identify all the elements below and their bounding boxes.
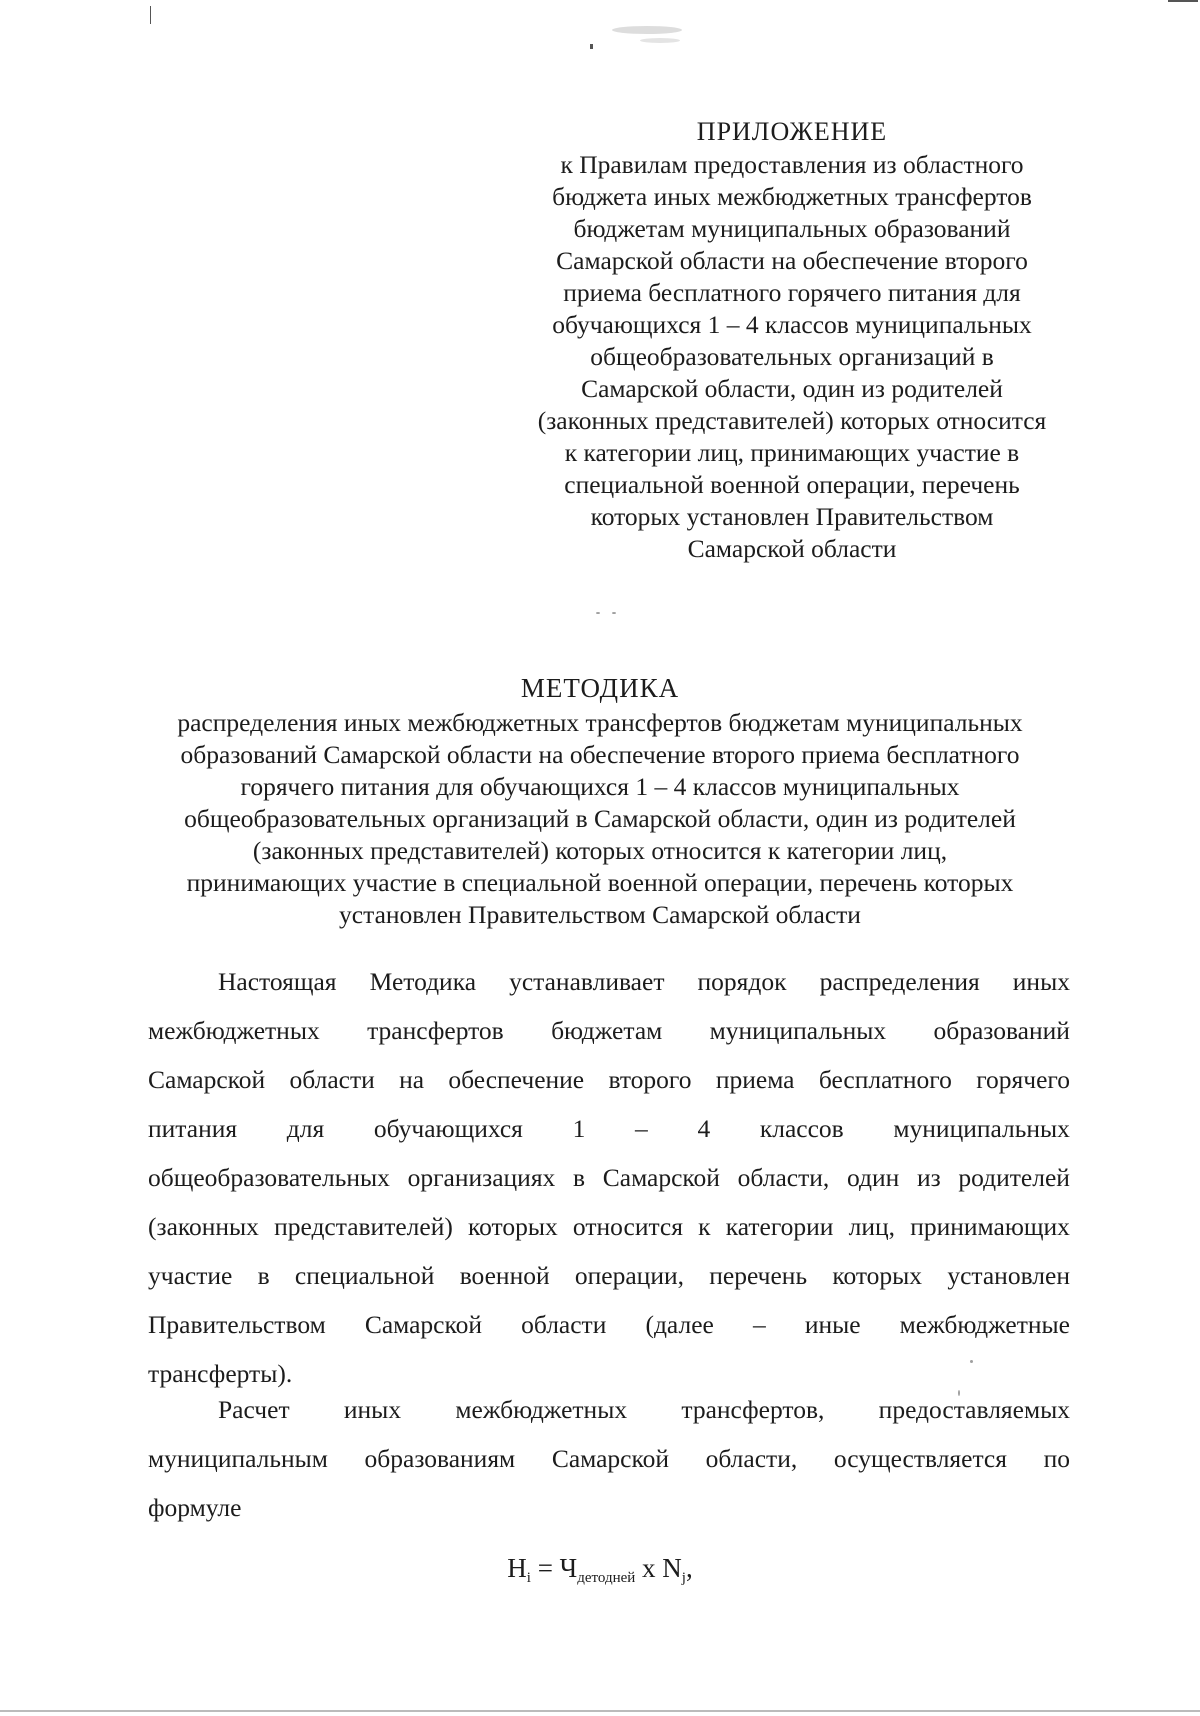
word: муниципальных	[709, 1016, 887, 1045]
word: военной	[459, 1261, 550, 1290]
word: операции,	[574, 1261, 684, 1290]
word: специальной	[294, 1261, 435, 1290]
paragraph-line	[148, 1055, 1070, 1104]
word: порядок	[697, 967, 787, 996]
word: относится	[572, 1212, 683, 1241]
paragraph-line	[148, 1483, 1070, 1532]
formula-times: х	[635, 1553, 663, 1583]
word: муниципальных	[893, 1114, 1070, 1143]
paragraph-intro	[148, 957, 1070, 1398]
appendix-title: ПРИЛОЖЕНИЕ	[696, 117, 888, 146]
word: образованиям	[364, 1444, 516, 1473]
word: Самарской	[602, 1163, 720, 1192]
word: лиц,	[848, 1212, 896, 1241]
methodology-line: установлен Правительством Самарской области	[339, 900, 861, 929]
appendix-line: к категории лиц, принимающих участие в	[564, 438, 1020, 467]
scan-artifact	[612, 612, 616, 614]
methodology-line: принимающих участие в специальной военной операции, перечень которых	[186, 868, 1014, 897]
paragraph-line	[148, 1202, 1070, 1251]
word: питания	[148, 1114, 238, 1143]
word: общеобразовательных	[148, 1163, 390, 1192]
paragraph-calculation	[148, 1385, 1070, 1532]
word: которых	[832, 1261, 923, 1290]
appendix-line: бюджета иных межбюджетных трансфертов	[552, 182, 1032, 211]
word: участие	[148, 1261, 233, 1290]
scan-artifact	[150, 6, 151, 24]
word: иных	[1012, 967, 1070, 996]
scan-artifact	[1168, 0, 1198, 2]
word: горячего	[976, 1065, 1070, 1094]
word: Самарской	[551, 1444, 669, 1473]
word: Самарской	[364, 1310, 482, 1339]
formula	[0, 1548, 1200, 1598]
word: Правительством	[148, 1310, 326, 1339]
word: 1	[572, 1114, 586, 1143]
word: бюджетам	[551, 1016, 663, 1045]
appendix-line: к Правилам предоставления из областного	[560, 150, 1024, 179]
methodology-line: образований Самарской области на обеспечение второго приема бесплатного	[180, 740, 1020, 769]
methodology-line: горячего питания для обучающихся 1 – 4 классов муниципальных	[240, 772, 960, 801]
paragraph-line	[148, 1104, 1070, 1153]
word: Самарской	[148, 1065, 266, 1094]
formula-lhs: Н	[507, 1553, 527, 1583]
scan-artifact	[0, 1710, 1200, 1712]
methodology-line: общеобразовательных организаций в Самарской области, один из родителей	[184, 804, 1016, 833]
word: обеспечение	[448, 1065, 585, 1094]
scan-artifact	[590, 44, 593, 49]
word: формуле	[148, 1493, 242, 1522]
formula-factor-1: Ч	[559, 1553, 578, 1583]
word: перечень	[709, 1261, 808, 1290]
paragraph-line	[148, 1153, 1070, 1202]
paragraph-line	[148, 1300, 1070, 1349]
word: области	[289, 1065, 375, 1094]
word: представителей)	[274, 1212, 453, 1241]
formula-equals: =	[530, 1553, 560, 1583]
word: межбюджетные	[899, 1310, 1070, 1339]
word: категории	[725, 1212, 834, 1241]
paragraph-line	[148, 1385, 1070, 1434]
formula-factor-2-sub: j	[681, 1570, 686, 1586]
word: приема	[715, 1065, 795, 1094]
appendix-line: обучающихся 1 – 4 классов муниципальных	[552, 310, 1032, 339]
appendix-line: бюджетам муниципальных образований	[573, 214, 1011, 243]
word: образований	[933, 1016, 1070, 1045]
formula-lhs-sub: i	[526, 1570, 531, 1586]
word: области	[521, 1310, 607, 1339]
formula-factor-2: N	[662, 1553, 682, 1583]
word: области,	[705, 1444, 798, 1473]
word: в	[573, 1163, 586, 1192]
word: Методика	[369, 967, 477, 996]
word: классов	[759, 1114, 844, 1143]
word: из	[916, 1163, 941, 1192]
appendix-line: специальной военной операции, перечень	[564, 470, 1020, 499]
formula-tail: ,	[685, 1553, 693, 1583]
word: трансферты).	[148, 1359, 293, 1388]
word: к	[698, 1212, 711, 1241]
word: муниципальным	[148, 1444, 328, 1473]
word: –	[635, 1114, 648, 1143]
word: трансфертов	[367, 1016, 504, 1045]
methodology-line: (законных представителей) которых относится к категории лиц,	[252, 836, 948, 865]
word: иных	[343, 1395, 402, 1424]
methodology-title: МЕТОДИКА	[520, 673, 680, 703]
word: в	[257, 1261, 270, 1290]
word: межбюджетных	[148, 1016, 320, 1045]
scan-artifact	[640, 38, 680, 43]
word: осуществляется	[833, 1444, 1007, 1473]
paragraph-line	[148, 957, 1070, 1006]
scan-artifact	[612, 26, 682, 34]
appendix-line: Самарской области, один из родителей	[581, 374, 1003, 403]
word: трансфертов,	[681, 1395, 825, 1424]
paragraph-line	[148, 1006, 1070, 1055]
appendix-line: (законных представителей) которых относится	[537, 406, 1047, 435]
word: бесплатного	[818, 1065, 952, 1094]
paragraph-line	[148, 1251, 1070, 1300]
word: устанавливает	[509, 967, 665, 996]
word: для	[286, 1114, 325, 1143]
formula-factor-1-sub: детодней	[577, 1570, 636, 1586]
word: обучающихся	[373, 1114, 523, 1143]
appendix-line: приема бесплатного горячего питания для	[563, 278, 1021, 307]
word: второго	[608, 1065, 692, 1094]
word: установлен	[947, 1261, 1070, 1290]
scan-artifact	[596, 612, 600, 614]
word: иные	[804, 1310, 861, 1339]
word: принимающих	[910, 1212, 1070, 1241]
word: (законных	[148, 1212, 259, 1241]
word: на	[399, 1065, 425, 1094]
word: по	[1043, 1444, 1070, 1473]
word: межбюджетных	[455, 1395, 628, 1424]
word: –	[752, 1310, 766, 1339]
appendix-line: Самарской области	[687, 534, 897, 563]
appendix-line: которых установлен Правительством	[590, 502, 994, 531]
word: Настоящая	[218, 967, 337, 996]
word: родителей	[958, 1163, 1070, 1192]
methodology-heading	[140, 672, 1060, 931]
appendix-line: общеобразовательных организаций в	[590, 342, 994, 371]
word: области,	[737, 1163, 830, 1192]
word: которых	[468, 1212, 558, 1241]
appendix-line: Самарской области на обеспечение второго	[556, 246, 1028, 275]
word: один	[846, 1163, 900, 1192]
word: распределения	[819, 967, 980, 996]
word: 4	[697, 1114, 711, 1143]
methodology-line: распределения иных межбюджетных трансфертов бюджетам муниципальных	[177, 708, 1023, 737]
paragraph-line	[148, 1434, 1070, 1483]
word: (далее	[645, 1310, 714, 1339]
word: Расчет	[218, 1395, 290, 1424]
word: предоставляемых	[878, 1395, 1070, 1424]
word: организациях	[407, 1163, 556, 1192]
appendix-block	[488, 116, 1096, 565]
